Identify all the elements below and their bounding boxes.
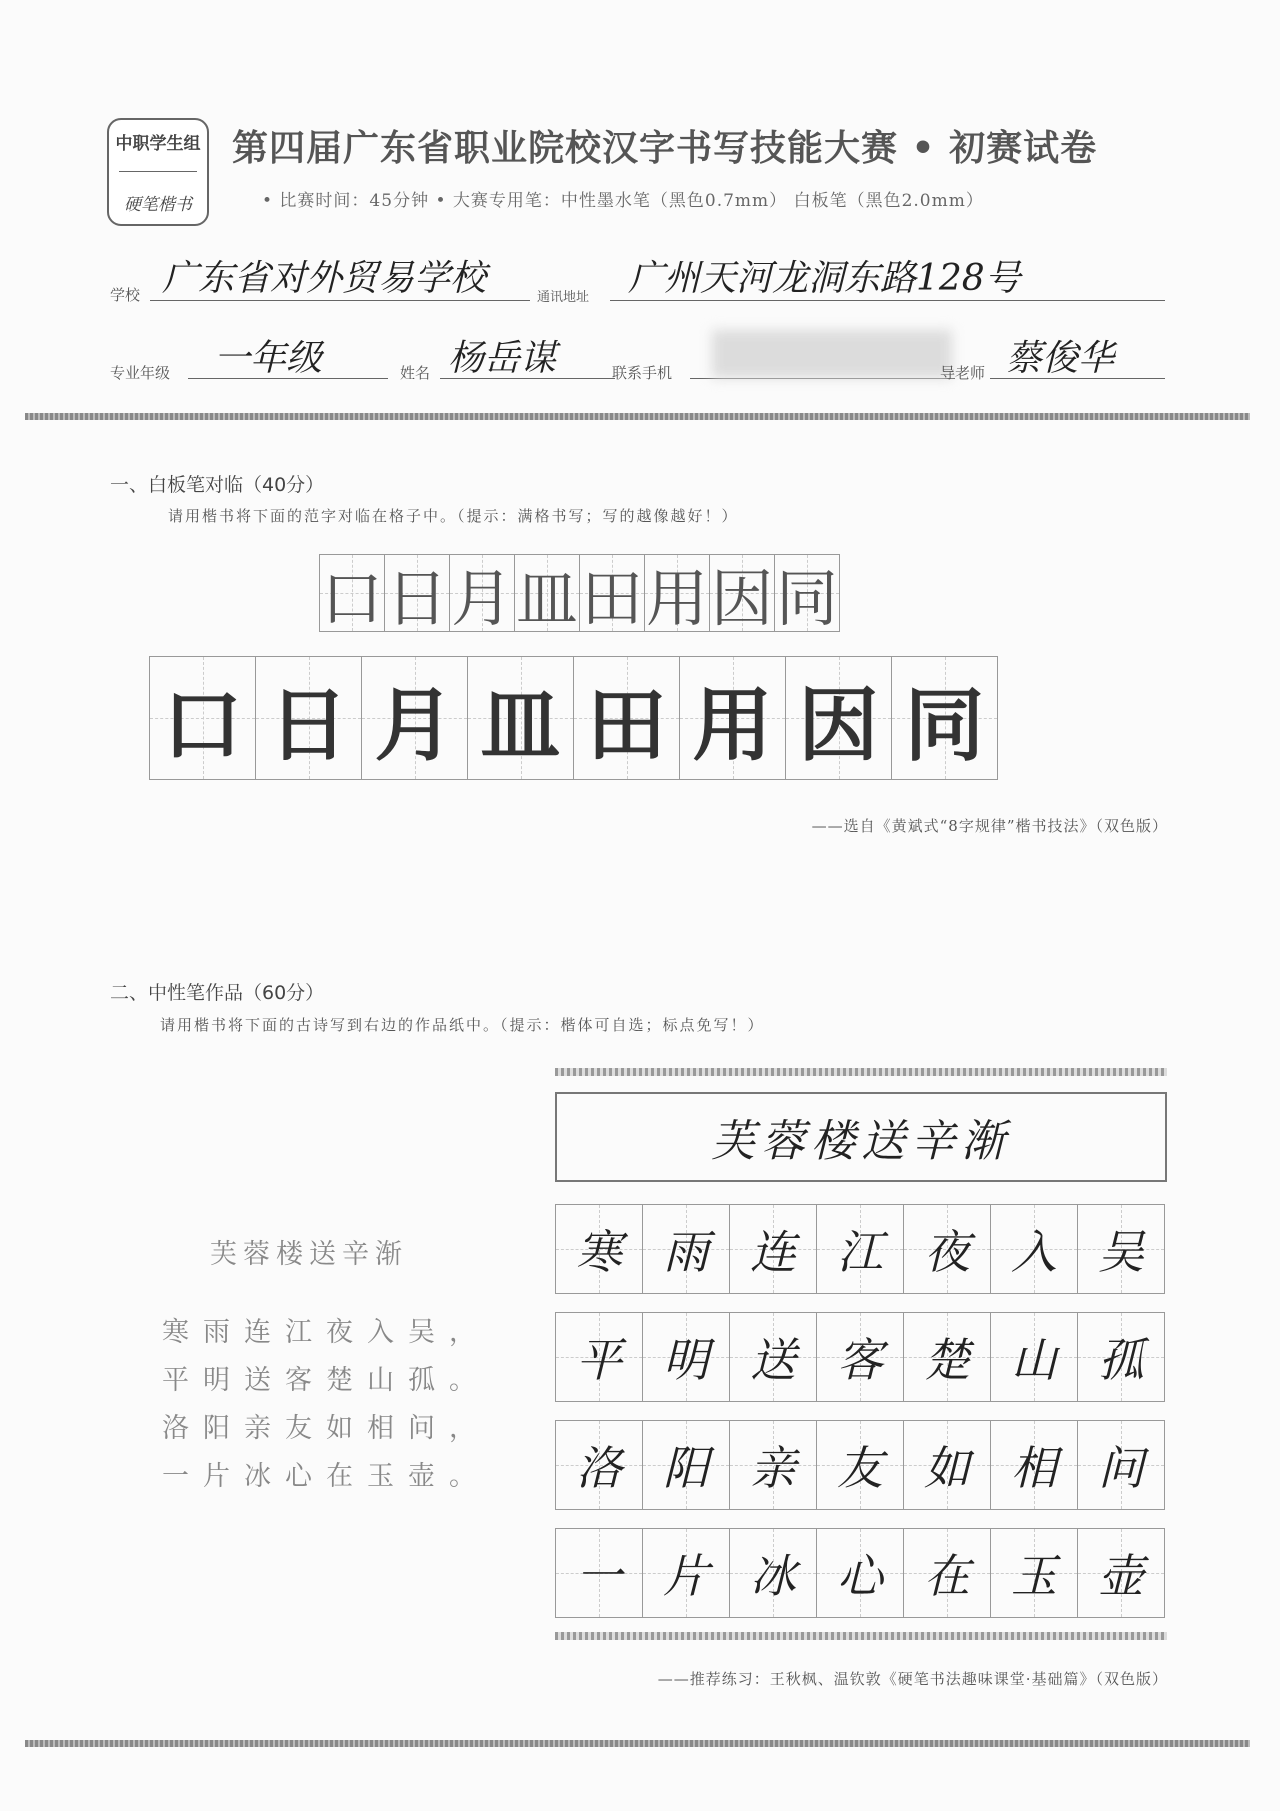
- work-char-cell: 片: [642, 1528, 730, 1618]
- section1-instruction: 请用楷书将下面的范字对临在格子中。（提示：满格书写；写的越像越好！）: [168, 507, 739, 525]
- school-value: 广东省对外贸易学校: [162, 258, 487, 299]
- badge-divider: [119, 171, 197, 172]
- work-char-cell: 亲: [729, 1420, 817, 1510]
- work-char-cell: 吴: [1077, 1204, 1165, 1294]
- grade-value: 一年级: [214, 338, 323, 379]
- model-char-cell: 因: [709, 554, 775, 632]
- name-value: 杨岳谋: [448, 338, 557, 379]
- badge-group-label: 中职学生组: [115, 133, 201, 154]
- poem-line: 寒雨连江夜入吴，: [162, 1317, 490, 1348]
- teacher-value: 蔡俊华: [1006, 338, 1115, 379]
- work-char-cell: 冰: [729, 1528, 817, 1618]
- work-char-cell: 山: [990, 1312, 1078, 1402]
- school-label: 学校: [110, 286, 141, 304]
- group-badge: [107, 118, 209, 226]
- bold-char-cell: 田: [573, 656, 680, 780]
- poem-line: 一片冰心在玉壶。: [162, 1461, 490, 1492]
- section2-title: 二、中性笔作品（60分）: [110, 982, 325, 1004]
- work-char-cell: 夜: [903, 1204, 991, 1294]
- work-row: [556, 1204, 1165, 1294]
- bold-char-cell: 日: [255, 656, 362, 780]
- badge-style-label: 硬笔楷书: [124, 195, 192, 216]
- model-char-cell: 日: [384, 554, 450, 632]
- work-paper-bottom-border: [555, 1632, 1167, 1640]
- page-subtitle: • 比赛时间：45分钟 • 大赛专用笔：中性墨水笔（黑色0.7mm） 白板笔（黑色2.0mm）: [262, 191, 984, 211]
- address-label: 通讯地址: [537, 290, 590, 305]
- bold-char-cell: 同: [891, 656, 998, 780]
- poem-line: 洛阳亲友如相问，: [162, 1413, 490, 1444]
- bold-char-cell: 口: [149, 656, 256, 780]
- poem-title: 芙蓉楼送辛渐: [210, 1239, 408, 1270]
- model-char-cell: 口: [319, 554, 385, 632]
- footer-divider: [25, 1740, 1250, 1747]
- work-row: [556, 1420, 1165, 1510]
- model-char-grid: [320, 554, 840, 635]
- work-char-cell: 平: [555, 1312, 643, 1402]
- work-char-cell: 客: [816, 1312, 904, 1402]
- phone-line: [690, 378, 955, 379]
- section2-attribution: ——推荐练习：王秋枫、温钦敦《硬笔书法趣味课堂·基础篇》（双色版）: [657, 1670, 1168, 1688]
- work-char-cell: 友: [816, 1420, 904, 1510]
- model-char-cell: 用: [644, 554, 710, 632]
- model-char-cell: 同: [774, 554, 840, 632]
- bold-char-cell: 因: [785, 656, 892, 780]
- name-label: 姓名: [400, 364, 431, 382]
- work-row: [556, 1528, 1165, 1618]
- work-char-cell: 雨: [642, 1204, 730, 1294]
- work-char-cell: 洛: [555, 1420, 643, 1510]
- work-char-cell: 在: [903, 1528, 991, 1618]
- work-char-cell: 明: [642, 1312, 730, 1402]
- work-char-cell: 心: [816, 1528, 904, 1618]
- work-char-cell: 玉: [990, 1528, 1078, 1618]
- bold-char-cell: 用: [679, 656, 786, 780]
- phone-label: 联系手机: [612, 364, 673, 382]
- grade-label: 专业年级: [110, 364, 171, 382]
- section2-instruction: 请用楷书将下面的古诗写到右边的作品纸中。（提示：楷体可自选；标点免写！）: [160, 1016, 765, 1034]
- work-title-box: 芙蓉楼送辛渐: [555, 1092, 1167, 1182]
- section1-attribution: ——选自《黄斌式“8字规律”楷书技法》（双色版）: [811, 817, 1168, 835]
- address-value: 广州天河龙洞东路128号: [628, 258, 1021, 299]
- work-char-cell: 孤: [1077, 1312, 1165, 1402]
- work-char-cell: 如: [903, 1420, 991, 1510]
- work-char-cell: 连: [729, 1204, 817, 1294]
- work-paper-top-border: [555, 1068, 1167, 1076]
- bold-char-cell: 月: [361, 656, 468, 780]
- phone-redacted: [712, 330, 952, 378]
- poem-line: 平明送客楚山孤。: [162, 1365, 490, 1396]
- page-title: 第四届广东省职业院校汉字书写技能大赛 • 初赛试卷: [232, 128, 1098, 169]
- section1-title: 一、白板笔对临（40分）: [110, 474, 325, 496]
- model-char-cell: 田: [579, 554, 645, 632]
- model-char-cell: 月: [449, 554, 515, 632]
- model-char-cell: 皿: [514, 554, 580, 632]
- bold-char-grid: [150, 656, 998, 780]
- work-char-cell: 阳: [642, 1420, 730, 1510]
- work-char-cell: 壶: [1077, 1528, 1165, 1618]
- header-divider: [25, 413, 1250, 420]
- work-char-cell: 楚: [903, 1312, 991, 1402]
- work-char-cell: 江: [816, 1204, 904, 1294]
- work-row: [556, 1312, 1165, 1402]
- work-char-cell: 相: [990, 1420, 1078, 1510]
- work-char-cell: 入: [990, 1204, 1078, 1294]
- teacher-label: 导老师: [940, 364, 986, 382]
- bold-char-cell: 皿: [467, 656, 574, 780]
- work-char-cell: 问: [1077, 1420, 1165, 1510]
- work-char-cell: 寒: [555, 1204, 643, 1294]
- work-char-cell: 送: [729, 1312, 817, 1402]
- work-char-cell: 一: [555, 1528, 643, 1618]
